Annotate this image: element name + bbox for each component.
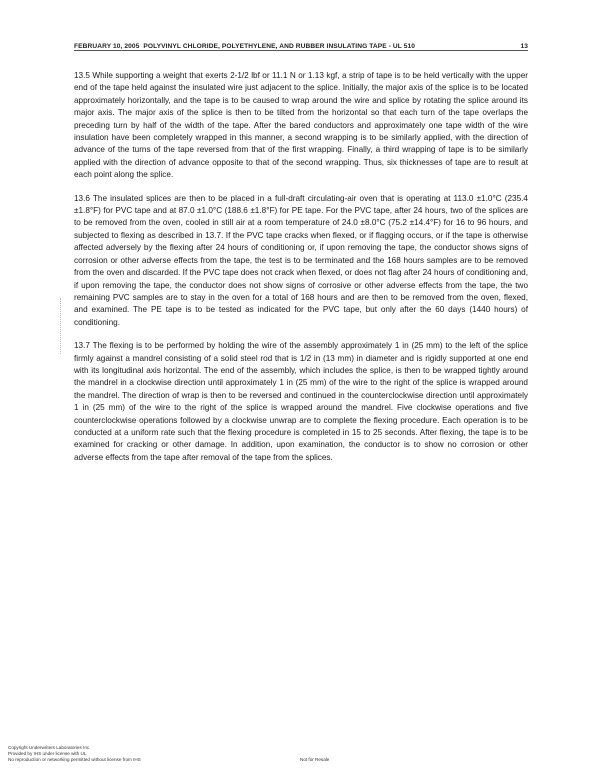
header-date: FEBRUARY 10, 2005 bbox=[74, 43, 140, 50]
header-rule bbox=[74, 50, 528, 51]
header-title-line bbox=[74, 43, 415, 50]
page-number: 13 bbox=[520, 43, 528, 50]
paragraph-13-7: 13.7 The flexing is to be performed by holding the wire of the assembly approximately 1 in (25 mm) to the left of the splice firmly against a mandrel consisting of a solid steel rod that is 1/2 in (13 mm) in diameter and is rigidly supported at one end with its longitudinal axis horizontal. The end of the assembly, which includes the splice, is then to be wrapped tightly around the mandrel in a clockwise direction until approximately 1 in (25 mm) of the wire to the right of the splice is wrapped around the mandrel. The direction of wrap is then to be reversed and continued in the counterclockwise direction until approximately 1 in (25 mm) of the wire to the right of the splice is wrapped around the mandrel. Five clockwise operations and five counterclockwise operations followed by a clockwise unwrap are to complete the flexing procedure. Each operation is to be conducted at a uniform rate such that the flexing procedure is completed in 15 to 25 seconds. After flexing, the tape is to be examined for cracking or other damage. In addition, upon examination, the conductor is to show no corrosion or other adverse effects from the tape after removal of the tape from the splices. bbox=[74, 341, 528, 462]
header-title: POLYVINYL CHLORIDE, POLYETHYLENE, AND RUBBER INSULATING TAPE - UL 510 bbox=[143, 43, 416, 50]
paragraph-13-6: 13.6 The insulated splices are then to be placed in a full-draft circulating-air oven that is operating at 113.0 ±1.0°C (235.4 ±1.8°F) for PVC tape and at 87.0 ±1.0°C (188.6 ±1.8°F) for PE tape. For the PVC tape, after 24 hours, two of the splices are to be removed from the oven, cooled in still air at a room temperature of 24.0 ±8.0°C (75.2 ±14.4°F) for 16 to 96 hours, and subjected to flexing as described in 13.7. If the PVC tape cracks when flexed, or if flagging occurs, or if the tape is otherwise affected adversely by the flexing after 24 hours of conditioning or, if upon removing the tape, the conductor shows signs of corrosion or other adverse effects from the tape, the test is to be terminated and the 168 hours samples are to be removed from the oven and discarded. If the PVC tape does not crack when flexed, or does not flag after 24 hours of conditioning and, if upon removing the tape, the conductor does not show signs of corrosive or other adverse effects from the tape, the two remaining PVC samples are to stay in the oven for a total of 168 hours and are then to be removed from the oven, flexed, and examined. The PE tape is to be tested as indicated for the PVC tape, but only after the 60 days (1440 hours) of conditioning. bbox=[74, 193, 528, 327]
margin-change-mark bbox=[60, 298, 61, 354]
footer-line-2: Provided by IHS under license with UL bbox=[8, 751, 87, 756]
document-body bbox=[74, 70, 528, 475]
copyright-footer bbox=[8, 745, 141, 763]
footer-line-1: Copyright Underwriters Laboratories Inc. bbox=[8, 745, 91, 750]
paragraph-13-5: 13.5 While supporting a weight that exerts 2-1/2 lbf or 11.1 N or 1.13 kgf, a strip of tape is to be held vertically with the upper end of the tape held against the insulated wire just adjacent to the splice. Initially, the major axis of the splice is to be located approximately horizontally, and the tape is to be caused to wrap around the wire and splice by rotating the splice around its major axis. The major axis of the splice is then to be tilted from the horizontal so that each turn of the tape overlaps the preceding turn by half of the width of the tape. After the bared conductors and approximately one tape width of the wire insulation have been completely wrapped in this manner, a second wrapping is to be similarly applied, with the direction of advance of the turns of the tape reversed from that of the first wrapping. Finally, a third wrapping of tape is to be similarly applied with the direction of advance opposite to that of the second wrapping. Thus, six thicknesses of tape are to result at each point along the splice. bbox=[74, 71, 528, 180]
page-header bbox=[74, 34, 528, 50]
footer-line-3: No reproduction or networking permitted without license from IHS bbox=[8, 757, 141, 762]
not-for-resale-notice: Not for Resale bbox=[300, 757, 330, 762]
